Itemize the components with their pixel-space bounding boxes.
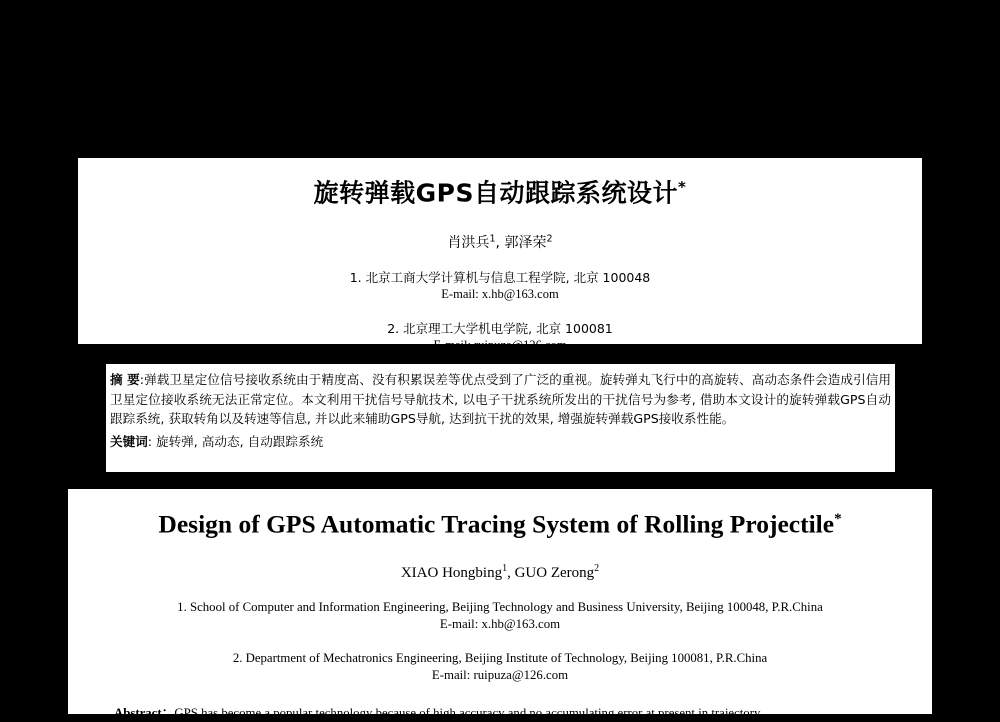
english-author-2-affiliation-marker: 2 [594, 562, 600, 574]
english-affiliation-2: 2. Department of Mechatronics Engineering, Beijing Institute of Technology, Beijing 100081, P.R.China [232, 650, 768, 665]
chinese-title-footnote-marker: * [678, 178, 687, 196]
english-email-2: E-mail: ruipuza@126.com [431, 667, 569, 682]
english-author-1: XIAO Hongbing [400, 564, 503, 581]
chinese-author-1-affiliation-marker: 1 [489, 233, 496, 245]
english-author-2: , GUO Zerong [507, 564, 595, 581]
chinese-authors [88, 232, 912, 252]
english-affiliation-1-group [76, 599, 924, 633]
english-affiliation-1: 1. School of Computer and Information Engineering, Beijing Technology and Business University, Beijing 100048, P.R.China [177, 599, 823, 614]
chinese-keywords-text: : 旋转弹, 高动态, 自动跟踪系统 [147, 433, 324, 449]
chinese-affiliation-1-group [88, 269, 912, 303]
english-author-1-affiliation-marker: 1 [502, 562, 508, 574]
chinese-abstract-label: 摘 要 [110, 372, 140, 387]
english-title-block [68, 489, 932, 720]
chinese-abstract-text: :弹载卫星定位信号接收系统由于精度高、没有积累误差等优点受到了广泛的重视。旋转弹丸飞行中的高旋转、高动态条件会造成引信用卫星定位接收系统无法正常定位。本文利用干扰信号导航技术, 以电子干扰系统所发出的干扰信号为参考, 借助本文设计的旋转弹载GPS自动跟踪系统, 获取转角以及转速等信息, 并以此来辅助GPS导航, 达到抗干扰的效果, 增强旋转弹载GPS接收系性能。 [110, 372, 891, 426]
chinese-abstract [110, 370, 891, 429]
chinese-abstract-block [106, 364, 895, 472]
english-affiliation-2-group [76, 650, 924, 684]
english-abstract-label: Abstract： [114, 705, 175, 720]
chinese-keywords [110, 432, 891, 451]
english-abstract [76, 704, 924, 722]
english-title-text: Design of GPS Automatic Tracing System of Rolling Projectile [158, 509, 835, 539]
chinese-author-2: , 郭泽荣 [495, 235, 547, 252]
chinese-affiliation-2: 2. 北京理工大学机电学院, 北京 100081 [387, 321, 613, 337]
english-abstract-text: GPS has become a popular technology because of high accuracy and no accumulating error at present in trajectory [174, 705, 761, 720]
chinese-title-text: 旋转弹载GPS自动跟踪系统设计 [313, 178, 678, 208]
english-authors [76, 563, 924, 582]
english-title-footnote-marker: * [834, 511, 842, 527]
chinese-email-1: E-mail: x.hb@163.com [441, 287, 559, 302]
chinese-keywords-label: 关键词 [110, 433, 148, 449]
english-email-1: E-mail: x.hb@163.com [439, 616, 561, 631]
english-paper-title [76, 503, 924, 541]
chinese-author-1: 肖洪兵 [447, 235, 490, 252]
chinese-email-2: E-mail: ruipuza@126.com [433, 338, 567, 353]
chinese-title-block [78, 158, 922, 353]
chinese-paper-title [88, 170, 912, 210]
chinese-author-2-affiliation-marker: 2 [546, 233, 553, 245]
chinese-affiliation-1: 1. 北京工商大学计算机与信息工程学院, 北京 100048 [349, 270, 651, 286]
chinese-affiliation-2-group [88, 320, 912, 354]
